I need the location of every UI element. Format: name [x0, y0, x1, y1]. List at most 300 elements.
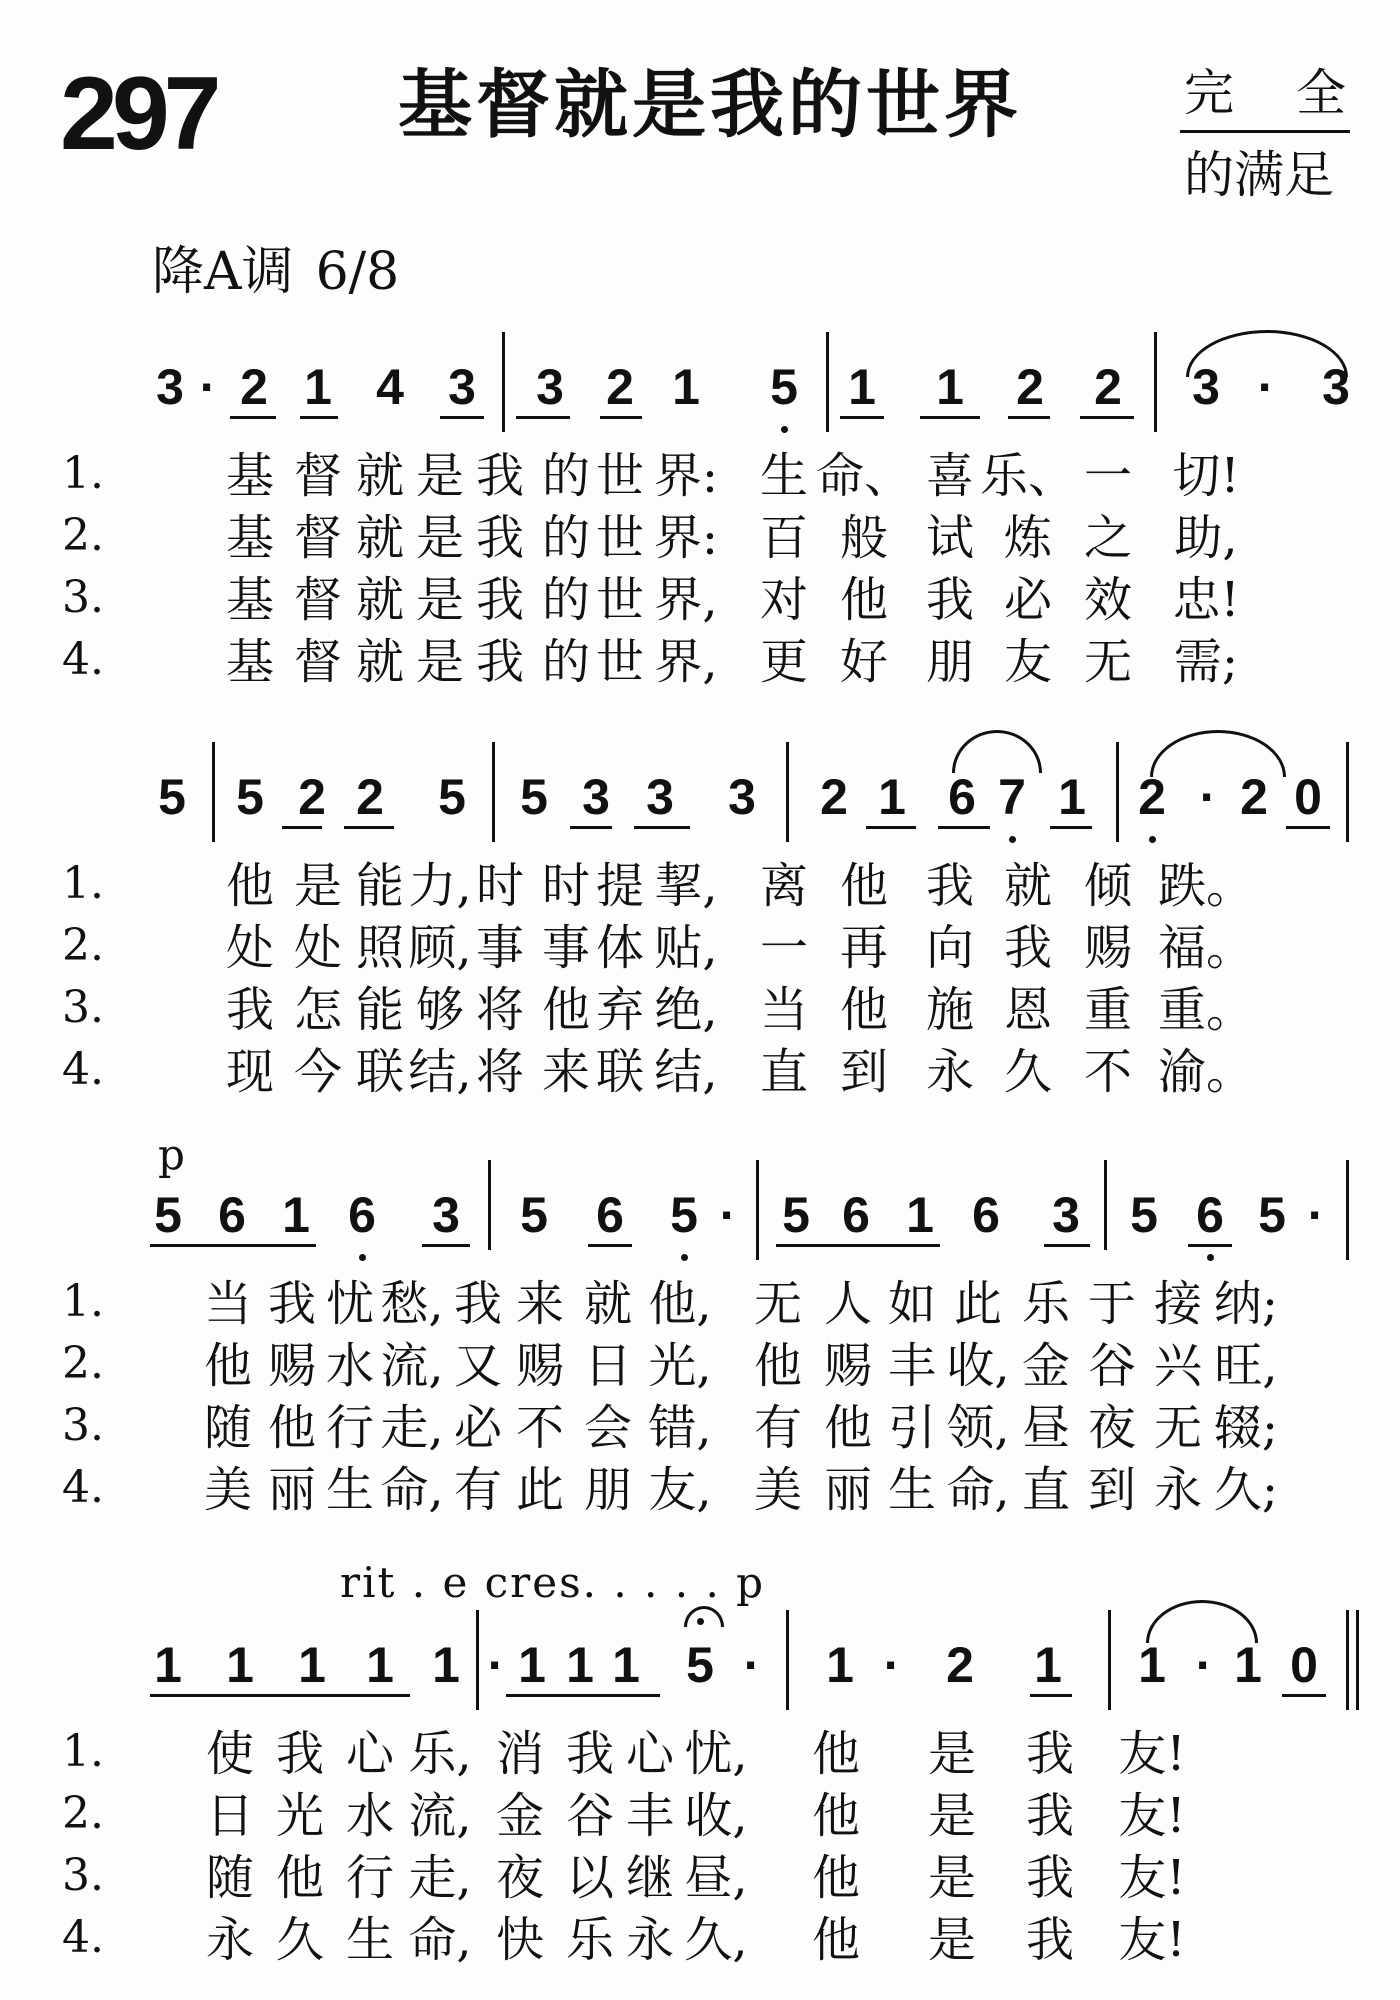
lyric-char: 喜 — [925, 448, 975, 504]
lyric-char: 结, — [654, 1044, 718, 1100]
note: 7 — [998, 769, 1026, 825]
lyric-char: 就 — [355, 572, 405, 628]
tie-slur — [1146, 1600, 1258, 1643]
lyric-char: 体 — [595, 920, 645, 976]
lyric-char: 如 — [887, 1276, 937, 1332]
beam-underline — [1050, 826, 1092, 829]
lyric-char: 他 — [541, 982, 591, 1038]
lyric-char: 他 — [839, 858, 889, 914]
lyric-char: 乐 — [1021, 1276, 1071, 1332]
bar-line — [212, 742, 215, 842]
lyric-char: 基 — [225, 634, 275, 690]
note: 0 — [1290, 1637, 1318, 1693]
lyric-char: 我 — [565, 1726, 615, 1782]
note: 6 — [948, 769, 976, 825]
bar-line — [756, 1160, 759, 1260]
beam-underline — [282, 826, 322, 829]
note: 2 — [1240, 769, 1268, 825]
dot-extension: · — [1199, 769, 1217, 825]
lyric-char: 友! — [1118, 1788, 1186, 1844]
lyric-char: 他 — [203, 1338, 253, 1394]
lyric-char: 督 — [293, 634, 343, 690]
lyric-char: 随 — [205, 1850, 255, 1906]
note: 5 — [158, 769, 186, 825]
lyric-char: 随 — [203, 1400, 253, 1456]
lyric-char: 他 — [811, 1912, 861, 1968]
beam-underline — [1080, 416, 1134, 419]
verse-number: 3. — [62, 1400, 104, 1451]
note: 2 — [240, 359, 268, 415]
lyric-char: 忠! — [1172, 572, 1240, 628]
lyric-char: 永 — [925, 1044, 975, 1100]
note: 1 — [226, 1637, 254, 1693]
bar-line — [1346, 742, 1349, 842]
lyric-char: 当 — [203, 1276, 253, 1332]
note: 4 — [376, 359, 404, 415]
bar-line — [1108, 1610, 1111, 1710]
hymn-number: 297 — [60, 56, 216, 172]
beam-underline — [516, 416, 570, 419]
lyric-char: 走, — [380, 1400, 444, 1456]
low-octave-dot — [359, 1254, 366, 1261]
lyric-char: 百 — [759, 510, 809, 566]
lyric-char: 命, — [946, 1462, 1010, 1518]
lyric-char: 领, — [946, 1400, 1010, 1456]
key-label: 降A调 — [152, 242, 294, 302]
note: 1 — [1058, 769, 1086, 825]
lyric-char: 世 — [595, 510, 645, 566]
bar-line — [488, 1160, 491, 1250]
note: 1 — [826, 1637, 854, 1693]
lyric-char: 世 — [595, 572, 645, 628]
note: 5 — [686, 1637, 714, 1693]
lyric-char: 赐 — [1083, 920, 1133, 976]
lyric-char: 生 — [325, 1462, 375, 1518]
note: 3 — [156, 359, 184, 415]
note: 5 — [670, 1187, 698, 1243]
lyric-char: 久 — [1003, 1044, 1053, 1100]
lyric-char: 切! — [1172, 448, 1240, 504]
lyric-char: 对 — [759, 572, 809, 628]
note: 5 — [1258, 1187, 1286, 1243]
lyric-char: 收, — [946, 1338, 1010, 1394]
lyric-char: 重 — [1083, 982, 1133, 1038]
lyric-char: 金 — [495, 1788, 545, 1844]
lyric-char: 我 — [1025, 1788, 1075, 1844]
lyric-char: 恩 — [1003, 982, 1053, 1038]
lyric-char: 他 — [267, 1400, 317, 1456]
lyric-char: 力, — [408, 858, 472, 914]
verse-number: 1. — [62, 448, 104, 499]
lyric-char: 是 — [927, 1788, 977, 1844]
fermata-arc — [684, 1606, 724, 1627]
lyric-char: 之 — [1083, 510, 1133, 566]
lyric-char: 必 — [453, 1400, 503, 1456]
lyric-char: 现 — [225, 1044, 275, 1100]
lyric-char: 离 — [759, 858, 809, 914]
beam-underline — [938, 826, 990, 829]
lyric-char: 我 — [267, 1276, 317, 1332]
note: 5 — [782, 1187, 810, 1243]
lyric-char: 提 — [595, 858, 645, 914]
lyric-char: 基 — [225, 510, 275, 566]
note: 5 — [1130, 1187, 1158, 1243]
lyric-char: 谷 — [1087, 1338, 1137, 1394]
lyric-char: 他 — [811, 1850, 861, 1906]
lyric-char: 昼, — [684, 1850, 748, 1906]
lyric-char: 重。 — [1157, 982, 1255, 1038]
lyric-char: 倾 — [1083, 858, 1133, 914]
note: 0 — [1294, 769, 1322, 825]
lyric-char: 够 — [415, 982, 465, 1038]
note: 2 — [356, 769, 384, 825]
note: 3 — [582, 769, 610, 825]
lyric-char: 是 — [415, 510, 465, 566]
note: 1 — [566, 1637, 594, 1693]
lyric-char: 联 — [595, 1044, 645, 1100]
verse-number: 4. — [62, 1462, 104, 1513]
lyric-char: 直 — [1021, 1462, 1071, 1518]
lyric-char: 夜 — [495, 1850, 545, 1906]
lyric-char: 事 — [475, 920, 525, 976]
beam-underline — [840, 416, 884, 419]
tie-slur — [1186, 330, 1348, 377]
lyric-char: 的 — [541, 510, 591, 566]
lyric-char: 收, — [684, 1788, 748, 1844]
lyric-char: 他 — [811, 1726, 861, 1782]
lyric-char: 无 — [753, 1276, 803, 1332]
dot-extension: · — [487, 1637, 505, 1693]
dynamic-mark: p — [158, 1130, 185, 1179]
lyric-char: 将 — [475, 982, 525, 1038]
note: 1 — [1234, 1637, 1262, 1693]
lyric-char: 继 — [625, 1850, 675, 1906]
bar-line — [1356, 1610, 1359, 1710]
note: 3 — [728, 769, 756, 825]
low-octave-dot — [681, 1254, 688, 1261]
beam-underline — [1282, 1694, 1326, 1697]
lyric-char: 是 — [415, 448, 465, 504]
bar-line — [492, 742, 495, 842]
bar-line — [786, 742, 789, 842]
verse-number: 2. — [62, 920, 104, 971]
bar-line — [1116, 742, 1119, 842]
lyric-char: 施 — [925, 982, 975, 1038]
lyric-char: 水 — [325, 1338, 375, 1394]
note: 1 — [878, 769, 906, 825]
lyric-char: 他 — [275, 1850, 325, 1906]
lyric-char: 来 — [541, 1044, 591, 1100]
lyric-char: 能 — [355, 982, 405, 1038]
beam-underline — [776, 1244, 940, 1247]
lyric-char: 有 — [753, 1400, 803, 1456]
lyric-char: 渝。 — [1157, 1044, 1255, 1100]
lyric-char: 此 — [953, 1276, 1003, 1332]
lyric-char: 又 — [453, 1338, 503, 1394]
lyric-char: 处 — [293, 920, 343, 976]
lyric-char: 金 — [1021, 1338, 1071, 1394]
lyric-char: 跌。 — [1157, 858, 1255, 914]
lyric-char: 忧 — [325, 1276, 375, 1332]
lyric-char: 昼 — [1021, 1400, 1071, 1456]
lyric-char: 效 — [1083, 572, 1133, 628]
lyric-char: 无 — [1083, 634, 1133, 690]
hymn-title: 基督就是我的世界 — [398, 62, 1022, 148]
note: 1 — [298, 1637, 326, 1693]
lyric-char: 朋 — [925, 634, 975, 690]
lyric-char: 永 — [205, 1912, 255, 1968]
tune-name-line2: 的满足 — [1184, 146, 1334, 204]
lyric-char: 再 — [839, 920, 889, 976]
lyric-char: 日 — [205, 1788, 255, 1844]
note: 2 — [606, 359, 634, 415]
lyric-char: 我 — [453, 1276, 503, 1332]
tie-slur — [1150, 730, 1286, 777]
lyric-char: 谷 — [565, 1788, 615, 1844]
lyric-char: 时 — [475, 858, 525, 914]
note: 1 — [282, 1187, 310, 1243]
lyric-char: 界, — [654, 634, 718, 690]
beam-underline — [506, 1694, 660, 1697]
lyric-char: 是 — [927, 1726, 977, 1782]
beam-underline — [150, 1244, 316, 1247]
lyric-char: 好 — [839, 634, 889, 690]
lyric-char: 需; — [1173, 634, 1239, 690]
lyric-char: 光 — [275, 1788, 325, 1844]
lyric-char: 是 — [927, 1850, 977, 1906]
bar-line — [1154, 332, 1157, 432]
lyric-char: 他, — [648, 1276, 712, 1332]
lyric-char: 能 — [355, 858, 405, 914]
lyric-char: 我 — [1025, 1912, 1075, 1968]
lyric-char: 久, — [684, 1912, 748, 1968]
lyric-char: 此 — [515, 1462, 565, 1518]
lyric-char: 我 — [225, 982, 275, 1038]
note: 1 — [432, 1637, 460, 1693]
lyric-char: 贴, — [654, 920, 718, 976]
note: 1 — [936, 359, 964, 415]
lyric-char: 流, — [380, 1338, 444, 1394]
lyric-char: 顾, — [408, 920, 472, 976]
lyric-char: 他 — [811, 1788, 861, 1844]
dot-extension: · — [1195, 1637, 1213, 1693]
lyric-char: 兴 — [1153, 1338, 1203, 1394]
bar-line — [1346, 1610, 1349, 1710]
lyric-char: 错, — [648, 1400, 712, 1456]
lyric-char: 怎 — [293, 982, 343, 1038]
lyric-char: 乐, — [408, 1726, 472, 1782]
lyric-char: 流, — [408, 1788, 472, 1844]
beam-underline — [230, 416, 276, 419]
tune-char: 完 — [1184, 64, 1234, 122]
beam-underline — [1286, 826, 1330, 829]
note: 1 — [518, 1637, 546, 1693]
note: 6 — [596, 1187, 624, 1243]
note: 1 — [1138, 1637, 1166, 1693]
dot-extension: · — [719, 1187, 737, 1243]
lyric-char: 我 — [1003, 920, 1053, 976]
lyric-char: 旺, — [1214, 1338, 1278, 1394]
lyric-char: 当 — [759, 982, 809, 1038]
lyric-char: 我 — [1025, 1850, 1075, 1906]
dynamic-mark: rit . e cres. . . . . p — [340, 1558, 766, 1607]
lyric-char: 助, — [1174, 510, 1238, 566]
verse-number: 4. — [62, 1912, 104, 1963]
lyric-char: 福。 — [1157, 920, 1255, 976]
lyric-char: 丰 — [625, 1788, 675, 1844]
lyric-char: 人 — [823, 1276, 873, 1332]
lyric-char: 时 — [541, 858, 591, 914]
beam-underline — [866, 826, 916, 829]
lyric-char: 督 — [293, 448, 343, 504]
lyric-char: 直 — [759, 1044, 809, 1100]
lyric-char: 绝, — [654, 982, 718, 1038]
dot-extension: · — [1257, 359, 1275, 415]
note: 2 — [1016, 359, 1044, 415]
tie-slur — [952, 730, 1042, 773]
lyric-char: 界, — [654, 572, 718, 628]
lyric-char: 我 — [925, 572, 975, 628]
bar-line — [1104, 1160, 1107, 1250]
lyric-char: 生 — [887, 1462, 937, 1518]
lyric-char: 到 — [839, 1044, 889, 1100]
bar-line — [1346, 1160, 1349, 1260]
verse-number: 2. — [62, 510, 104, 561]
lyric-char: 他 — [823, 1400, 873, 1456]
lyric-char: 我 — [275, 1726, 325, 1782]
lyric-char: 美 — [753, 1462, 803, 1518]
dot-extension: · — [743, 1637, 761, 1693]
note: 2 — [1094, 359, 1122, 415]
beam-underline — [440, 416, 484, 419]
lyric-char: 试 — [925, 510, 975, 566]
lyric-char: 命, — [408, 1912, 472, 1968]
lyric-char: 界: — [653, 448, 719, 504]
lyric-char: 般 — [839, 510, 889, 566]
lyric-char: 友 — [1003, 634, 1053, 690]
note: 5 — [438, 769, 466, 825]
lyric-char: 基 — [225, 448, 275, 504]
note: 1 — [906, 1187, 934, 1243]
lyric-char: 心 — [345, 1726, 395, 1782]
lyric-char: 到 — [1087, 1462, 1137, 1518]
lyric-char: 世 — [595, 448, 645, 504]
lyric-char: 我 — [475, 510, 525, 566]
lyric-char: 美 — [203, 1462, 253, 1518]
beam-underline — [1188, 1244, 1232, 1247]
lyric-char: 就 — [355, 448, 405, 504]
lyric-char: 来 — [515, 1276, 565, 1332]
lyric-char: 一 — [759, 920, 809, 976]
beam-underline — [1008, 416, 1050, 419]
lyric-char: 联 — [355, 1044, 405, 1100]
lyric-char: 的 — [541, 634, 591, 690]
lyric-char: 丽 — [267, 1462, 317, 1518]
lyric-char: 命, — [380, 1462, 444, 1518]
note: 5 — [520, 1187, 548, 1243]
lyric-char: 督 — [293, 572, 343, 628]
verse-number: 2. — [62, 1788, 104, 1839]
lyric-char: 永 — [625, 1912, 675, 1968]
verse-number: 1. — [62, 1726, 104, 1777]
lyric-char: 命、 — [815, 448, 913, 504]
lyric-char: 心 — [625, 1726, 675, 1782]
lyric-char: 丰 — [887, 1338, 937, 1394]
beam-underline — [1044, 1244, 1090, 1247]
lyric-char: 使 — [205, 1726, 255, 1782]
lyric-char: 必 — [1003, 572, 1053, 628]
lyric-char: 日 — [583, 1338, 633, 1394]
verse-number: 3. — [62, 572, 104, 623]
lyric-char: 弃 — [595, 982, 645, 1038]
lyric-char: 水 — [345, 1788, 395, 1844]
lyric-char: 快 — [495, 1912, 545, 1968]
lyric-char: 我 — [1025, 1726, 1075, 1782]
bar-line — [786, 1610, 789, 1710]
lyric-char: 久 — [275, 1912, 325, 1968]
note: 2 — [1138, 769, 1166, 825]
note: 2 — [820, 769, 848, 825]
lyric-char: 乐、 — [979, 448, 1077, 504]
verse-number: 1. — [62, 1276, 104, 1327]
lyric-char: 督 — [293, 510, 343, 566]
verse-number: 4. — [62, 1044, 104, 1095]
lyric-char: 世 — [595, 634, 645, 690]
lyric-char: 他 — [839, 572, 889, 628]
lyric-char: 乐 — [565, 1912, 615, 1968]
beam-underline — [422, 1244, 470, 1247]
lyric-char: 行 — [325, 1400, 375, 1456]
lyric-char: 赐 — [823, 1338, 873, 1394]
lyric-char: 更 — [759, 634, 809, 690]
verse-number: 4. — [62, 634, 104, 685]
note: 1 — [366, 1637, 394, 1693]
low-octave-dot — [1149, 836, 1156, 843]
lyric-char: 永 — [1153, 1462, 1203, 1518]
lyric-char: 赐 — [515, 1338, 565, 1394]
lyric-char: 有 — [453, 1462, 503, 1518]
lyric-char: 我 — [925, 858, 975, 914]
lyric-char: 就 — [583, 1276, 633, 1332]
lyric-char: 是 — [293, 858, 343, 914]
lyric-char: 走, — [408, 1850, 472, 1906]
lyric-char: 界: — [653, 510, 719, 566]
lyric-char: 不 — [515, 1400, 565, 1456]
lyric-char: 事 — [541, 920, 591, 976]
note: 1 — [612, 1637, 640, 1693]
bar-line — [476, 1610, 479, 1710]
verse-number: 1. — [62, 858, 104, 909]
note: 5 — [770, 359, 798, 415]
lyric-char: 纳; — [1213, 1276, 1279, 1332]
lyric-char: 生 — [759, 448, 809, 504]
note: 6 — [218, 1187, 246, 1243]
beam-underline — [600, 416, 642, 419]
low-octave-dot — [1009, 836, 1016, 843]
note: 3 — [646, 769, 674, 825]
lyric-char: 他 — [753, 1338, 803, 1394]
lyric-char: 辍; — [1213, 1400, 1279, 1456]
beam-underline — [1030, 1694, 1072, 1697]
time-signature: 6/8 — [315, 242, 400, 302]
beam-underline — [150, 1694, 410, 1697]
lyric-char: 就 — [355, 510, 405, 566]
note: 5 — [154, 1187, 182, 1243]
lyric-char: 行 — [345, 1850, 395, 1906]
lyric-char: 基 — [225, 572, 275, 628]
lyric-char: 无 — [1153, 1400, 1203, 1456]
beam-underline — [570, 826, 612, 829]
